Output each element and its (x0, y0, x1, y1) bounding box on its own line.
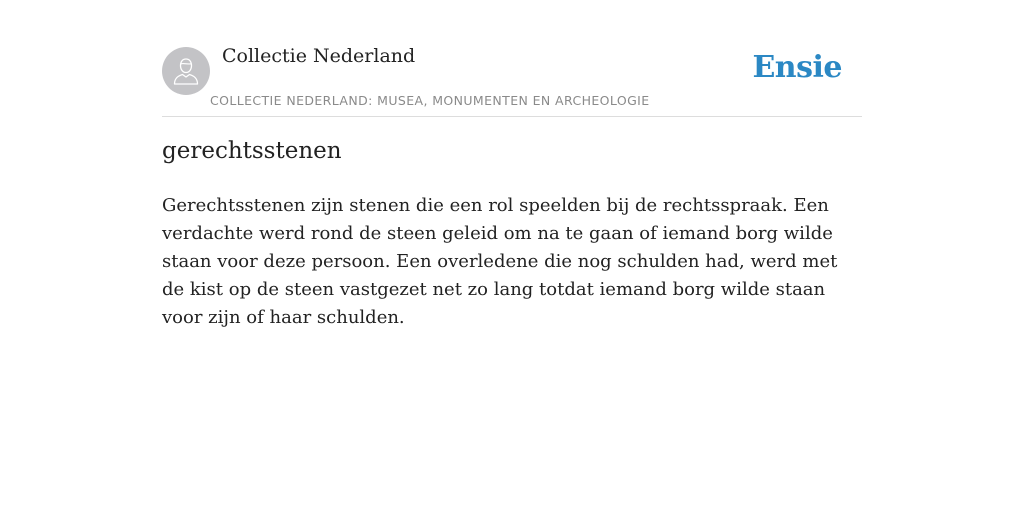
entry-header (162, 0, 862, 117)
user-silhouette-icon (162, 47, 210, 95)
collection-label[interactable]: COLLECTIE NEDERLAND: MUSEA, MONUMENTEN EN ARCHEOLOGIE (210, 93, 650, 108)
entry-body: Gerechtsstenen zijn stenen die een rol speelden bij de rechtsspraak. Een verdachte werd rond de steen geleid om na te gaan of iemand borg wilde staan voor deze persoon. Een overledene die nog schulden had, werd met de kist op de steen vastgezet net zo lang totdat iemand borg wilde staan voor zijn of haar schulden. (162, 195, 838, 328)
author-name[interactable]: Collectie Nederland (222, 45, 416, 67)
author-avatar[interactable] (162, 47, 210, 95)
entry-title: gerechtsstenen (162, 138, 342, 164)
brand-logo[interactable]: Ensie (752, 50, 842, 85)
